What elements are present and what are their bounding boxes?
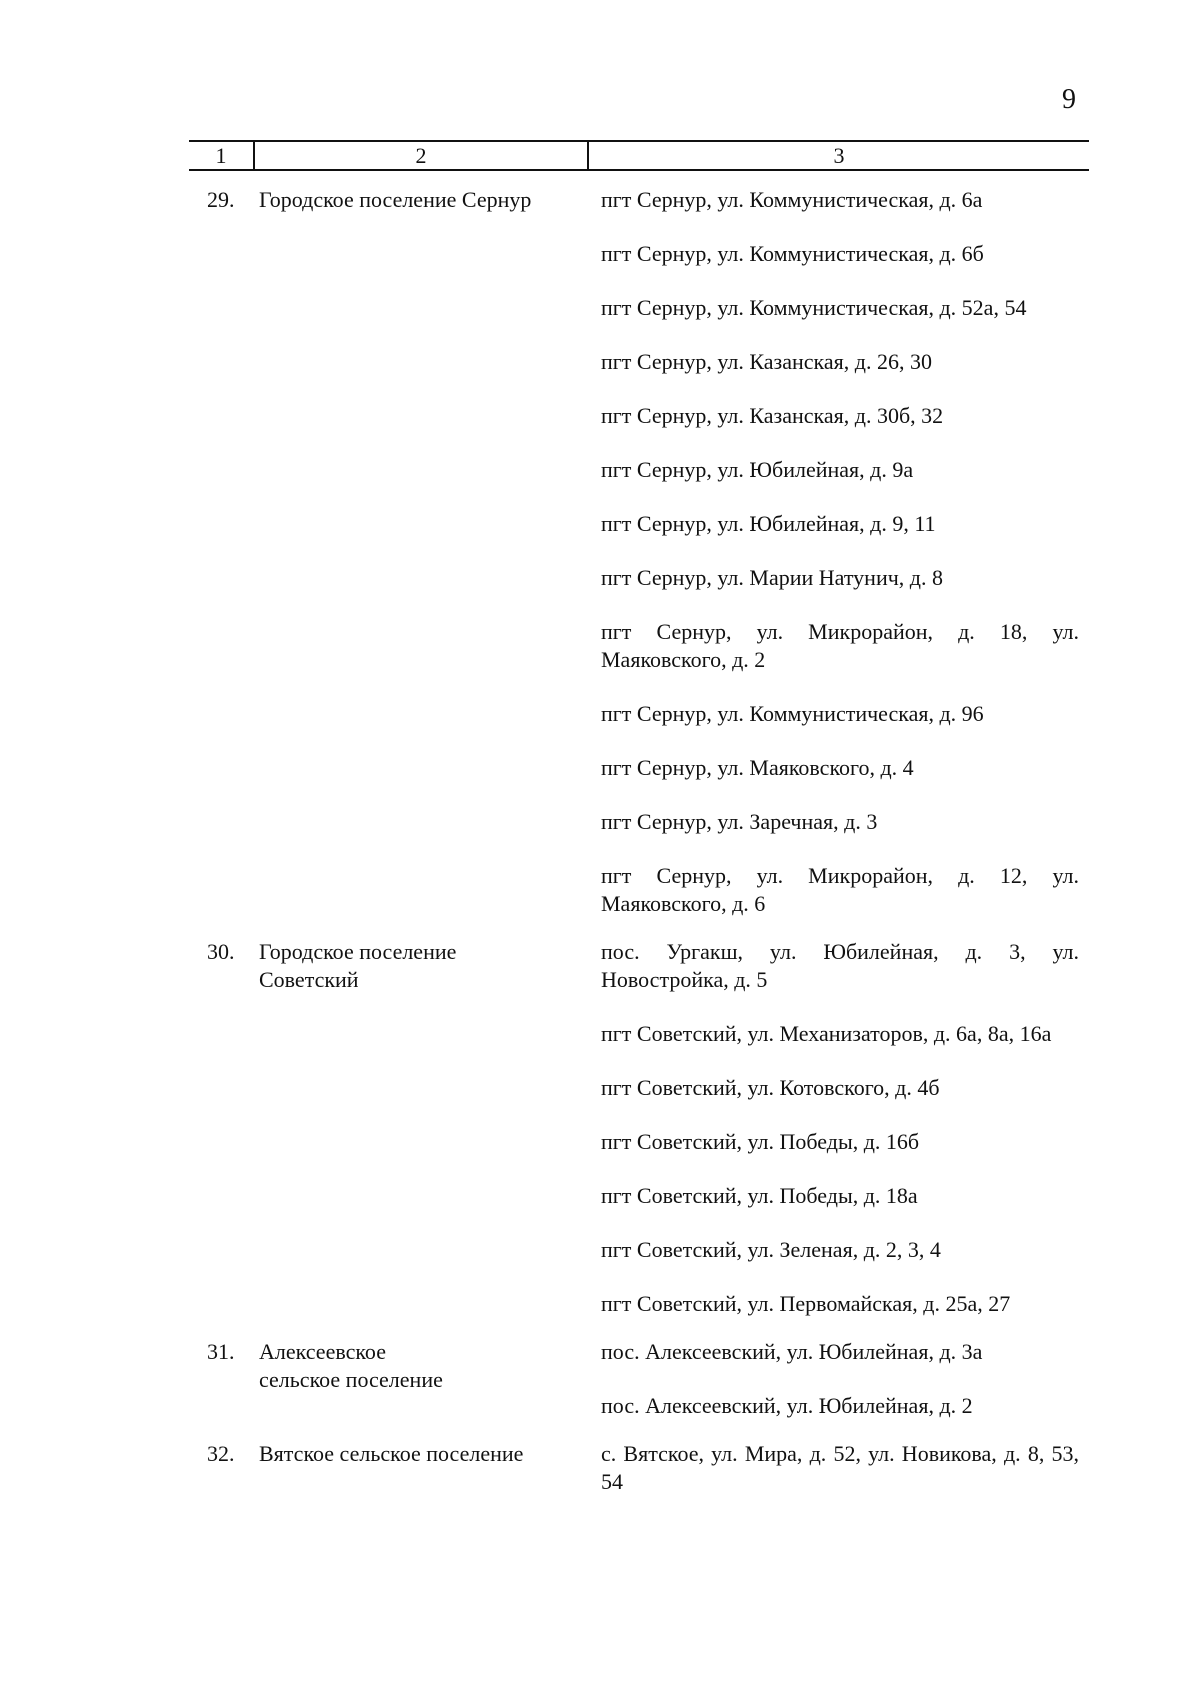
address-item: с. Вятское, ул. Мира, д. 52, ул. Новикова, д. 8, 53, 54	[601, 1441, 1079, 1494]
row-number: 29.	[207, 187, 235, 212]
address-item: пгт Сернур, ул. Маяковского, д. 4	[601, 755, 914, 780]
address-item: пгт Советский, ул. Победы, д. 16б	[601, 1129, 920, 1154]
address-item: пгт Сернур, ул. Коммунистическая, д. 96	[601, 701, 984, 726]
table-row-29	[189, 186, 1089, 938]
address-item: пгт Советский, ул. Победы, д. 18а	[601, 1183, 918, 1208]
address-item: пгт Советский, ул. Зеленая, д. 2, 3, 4	[601, 1237, 941, 1262]
settlement-name-text: Городское поселение Советский	[259, 939, 457, 992]
address-item: пгт Сернур, ул. Заречная, д. 3	[601, 809, 878, 834]
address-item: пгт Сернур, ул. Микрорайон, д. 18, ул. Маяковского, д. 2	[601, 619, 1079, 672]
address-item: пос. Алексеевский, ул. Юбилейная, д. 2	[601, 1393, 973, 1418]
row-number: 30.	[207, 939, 235, 964]
settlement-name: Городское поселение Сернур	[259, 187, 532, 212]
settlement-name-text: Алексеевское сельское поселение	[259, 1339, 443, 1392]
address-item: пгт Сернур, ул. Коммунистическая, д. 6б	[601, 241, 984, 266]
header-top-border	[189, 140, 1089, 142]
column-header-1: 1	[215, 143, 227, 168]
address-item: пгт Советский, ул. Котовского, д. 4б	[601, 1075, 940, 1100]
row-number: 32.	[207, 1441, 235, 1466]
address-item: пгт Сернур, ул. Микрорайон, д. 12, ул. Маяковского, д. 6	[601, 863, 1079, 916]
settlement-name	[257, 938, 591, 1338]
column-header-3: 3	[833, 143, 845, 168]
addresses-table	[189, 140, 1089, 1516]
table-header	[189, 140, 1089, 171]
header-bottom-border	[189, 169, 1089, 171]
address-list	[601, 1440, 1079, 1516]
address-item: пгт Сернур, ул. Юбилейная, д. 9а	[601, 457, 914, 482]
address-item: пгт Сернур, ул. Казанская, д. 26, 30	[601, 349, 932, 374]
row-number: 31.	[207, 1339, 235, 1364]
address-item: пгт Сернур, ул. Казанская, д. 30б, 32	[601, 403, 944, 428]
address-item: пгт Сернур, ул. Марии Натунич, д. 8	[601, 565, 943, 590]
address-item: пос. Ургакш, ул. Юбилейная, д. 3, ул. Новостройка, д. 5	[601, 939, 1079, 992]
address-item: пос. Алексеевский, ул. Юбилейная, д. 3а	[601, 1339, 983, 1364]
address-list	[601, 1338, 1079, 1440]
address-list	[601, 186, 1079, 938]
address-item: пгт Советский, ул. Механизаторов, д. 6а, 8а, 16а	[601, 1021, 1052, 1046]
column-header-2: 2	[415, 143, 427, 168]
address-item: пгт Советский, ул. Первомайская, д. 25а, 27	[601, 1291, 1011, 1316]
table-row-32	[189, 1440, 1089, 1516]
address-item: пгт Сернур, ул. Юбилейная, д. 9, 11	[601, 511, 936, 536]
page-number: 9	[1062, 84, 1076, 115]
address-list	[601, 938, 1079, 1338]
address-item: пгт Сернур, ул. Коммунистическая, д. 6а	[601, 187, 983, 212]
settlement-name: Вятское сельское поселение	[259, 1441, 524, 1466]
table-row-30	[189, 938, 1089, 1338]
settlement-name	[257, 1338, 591, 1440]
address-item: пгт Сернур, ул. Коммунистическая, д. 52а, 54	[601, 295, 1027, 320]
table-row-31	[189, 1338, 1089, 1440]
